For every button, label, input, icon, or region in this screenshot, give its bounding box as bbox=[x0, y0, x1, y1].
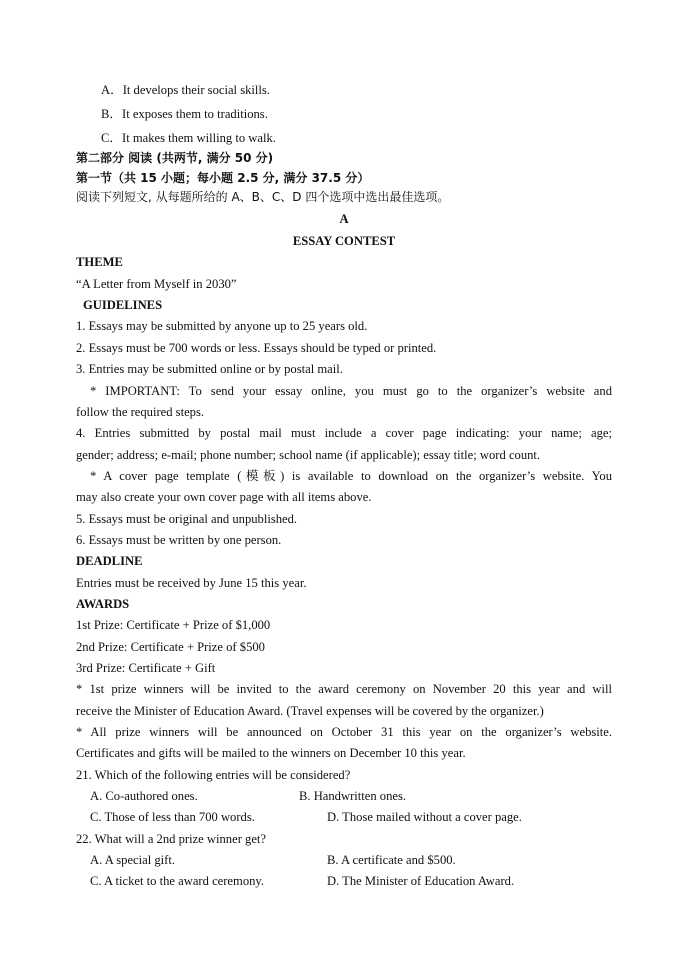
important-note-line-1: * IMPORTANT: To send your essay online, you must go to the organizer’s website and bbox=[90, 384, 612, 398]
template-note-line-2: may also create your own cover page with all items above. bbox=[76, 490, 372, 504]
section-instruction: 阅读下列短文, 从每题所给的 A、B、C、D 四个选项中选出最佳选项。 bbox=[76, 190, 450, 204]
passage-title: ESSAY CONTEST bbox=[292, 234, 396, 248]
template-note-line-1: * A cover page template (模板) is available to download on the organizer’s website. You bbox=[90, 469, 612, 483]
awards-note-2-line-1: * All prize winners will be announced on October 31 this year on the organizer’s website. bbox=[76, 725, 612, 739]
theme-heading: THEME bbox=[76, 255, 123, 269]
question-21-option-c: C. Those of less than 700 words. bbox=[90, 810, 255, 824]
guideline-3: 3. Entries may be submitted online or by postal mail. bbox=[76, 362, 343, 376]
awards-note-2-line-2: Certificates and gifts will be mailed to the winners on December 10 this year. bbox=[76, 746, 466, 760]
question-22-stem: 22. What will a 2nd prize winner get? bbox=[76, 832, 267, 846]
guideline-6: 6. Essays must be written by one person. bbox=[76, 533, 282, 547]
prev-option-c: C．It makes them willing to walk. bbox=[101, 131, 276, 145]
awards-note-1-line-2: receive the Minister of Education Award. (Travel expenses will be covered by the organizer.) bbox=[76, 704, 544, 718]
section-part-heading: 第二部分 阅读 (共两节, 满分 50 分) bbox=[76, 151, 274, 165]
question-22-option-d: D. The Minister of Education Award. bbox=[327, 874, 515, 888]
important-note-line-2: follow the required steps. bbox=[76, 405, 205, 419]
prev-option-a: A．It develops their social skills. bbox=[101, 83, 270, 97]
question-21-option-b: B. Handwritten ones. bbox=[299, 789, 407, 803]
prev-option-b: B．It exposes them to traditions. bbox=[101, 107, 268, 121]
question-21-stem: 21. Which of the following entries will be considered? bbox=[76, 768, 351, 782]
theme-text: “A Letter from Myself in 2030” bbox=[76, 277, 237, 291]
section-subsection-heading: 第一节（共 15 小题；每小题 2.5 分, 满分 37.5 分） bbox=[76, 171, 370, 185]
question-22-option-a: A. A special gift. bbox=[90, 853, 175, 867]
guideline-2: 2. Essays must be 700 words or less. Essays should be typed or printed. bbox=[76, 341, 437, 355]
question-22-option-c: C. A ticket to the award ceremony. bbox=[90, 874, 265, 888]
deadline-heading: DEADLINE bbox=[76, 554, 143, 568]
prize-2: 2nd Prize: Certificate + Prize of $500 bbox=[76, 640, 265, 654]
awards-note-1-line-1: * 1st prize winners will be invited to the award ceremony on November 20 this year and will bbox=[76, 682, 612, 696]
question-22-option-b: B. A certificate and $500. bbox=[327, 853, 456, 867]
question-21-option-d: D. Those mailed without a cover page. bbox=[327, 810, 522, 824]
prize-3: 3rd Prize: Certificate + Gift bbox=[76, 661, 216, 675]
guideline-4-line-1: 4. Entries submitted by postal mail must include a cover page indicating: your name; age; bbox=[76, 426, 612, 440]
guideline-1: 1. Essays may be submitted by anyone up to 25 years old. bbox=[76, 319, 368, 333]
guideline-4-line-2: gender; address; e-mail; phone number; school name (if applicable); essay title; word count. bbox=[76, 448, 541, 462]
deadline-text: Entries must be received by June 15 this year. bbox=[76, 576, 307, 590]
guideline-5: 5. Essays must be original and unpublished. bbox=[76, 512, 298, 526]
prize-1: 1st Prize: Certificate + Prize of $1,000 bbox=[76, 618, 271, 632]
question-21-option-a: A. Co-authored ones. bbox=[90, 789, 198, 803]
passage-letter: A bbox=[339, 212, 349, 226]
guidelines-heading: GUIDELINES bbox=[83, 298, 163, 312]
awards-heading: AWARDS bbox=[76, 597, 130, 611]
